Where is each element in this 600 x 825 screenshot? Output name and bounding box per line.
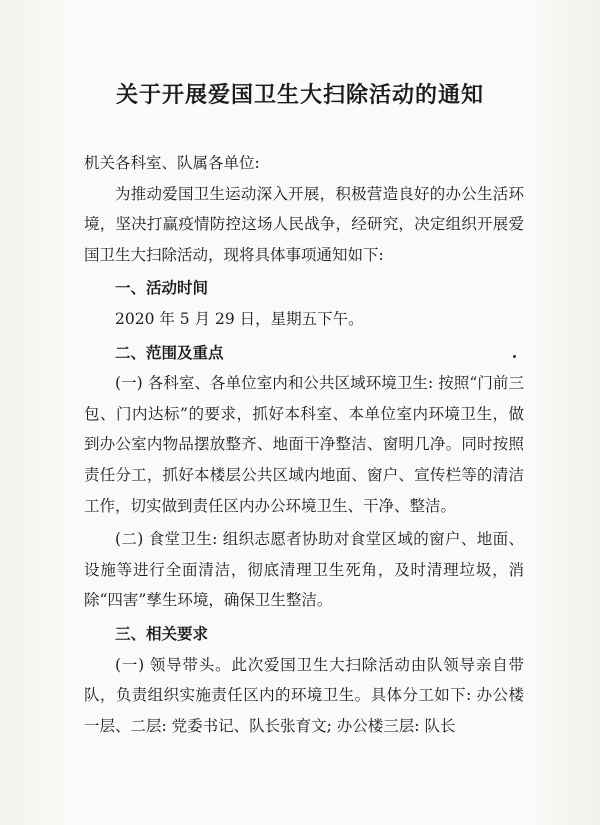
scan-speck	[513, 355, 516, 358]
intro-paragraph: 为推动爱国卫生运动深入开展，积极营造良好的办公生活环境，坚决打赢疫情防控这场人民战争，经研究，决定组织开展爱国卫生大扫除活动，现将具体事项通知如下:	[84, 184, 524, 264]
document-title: 关于开展爱国卫生大扫除活动的通知	[115, 82, 484, 108]
requirement-item-leadership: (一) 领导带头。此次爱国卫生大扫除活动由队领导亲自带队，负责组织实施责任区内的环境卫生。具体分工如下: 办公楼一层、二层: 党委书记、队长张育文; 办公楼三层: 队长	[84, 655, 524, 735]
section-heading-time: 一、活动时间	[115, 279, 209, 298]
document-body	[84, 148, 524, 741]
salutation: 机关各科室、队属各单位:	[84, 154, 260, 172]
scope-item-offices: (一) 各科室、各单位室内和公共区域环境卫生: 按照“门前三包、门内达标”的要求，抓好本科室、本单位室内环境卫生，做到办公室内物品摆放整齐、地面干净整洁、窗明几净。同时按照责任分工，抓好本楼层公共区域内地面、窗户、宣传栏等的清洁工作，切实做到责任区内办公环境卫生、干净、整洁。	[84, 374, 524, 515]
section-body-time: 2020 年 5 月 29 日，星期五下午。	[115, 309, 364, 328]
section-heading-requirements: 三、相关要求	[115, 624, 209, 643]
section-heading-scope: 二、范围及重点	[115, 343, 224, 362]
scope-item-canteen: (二) 食堂卫生: 组织志愿者协助对食堂区域的窗户、地面、设施等进行全面清洁，彻底清理卫生死角，及时清理垃圾，消除“四害”孳生环境，确保卫生整洁。	[84, 530, 524, 610]
